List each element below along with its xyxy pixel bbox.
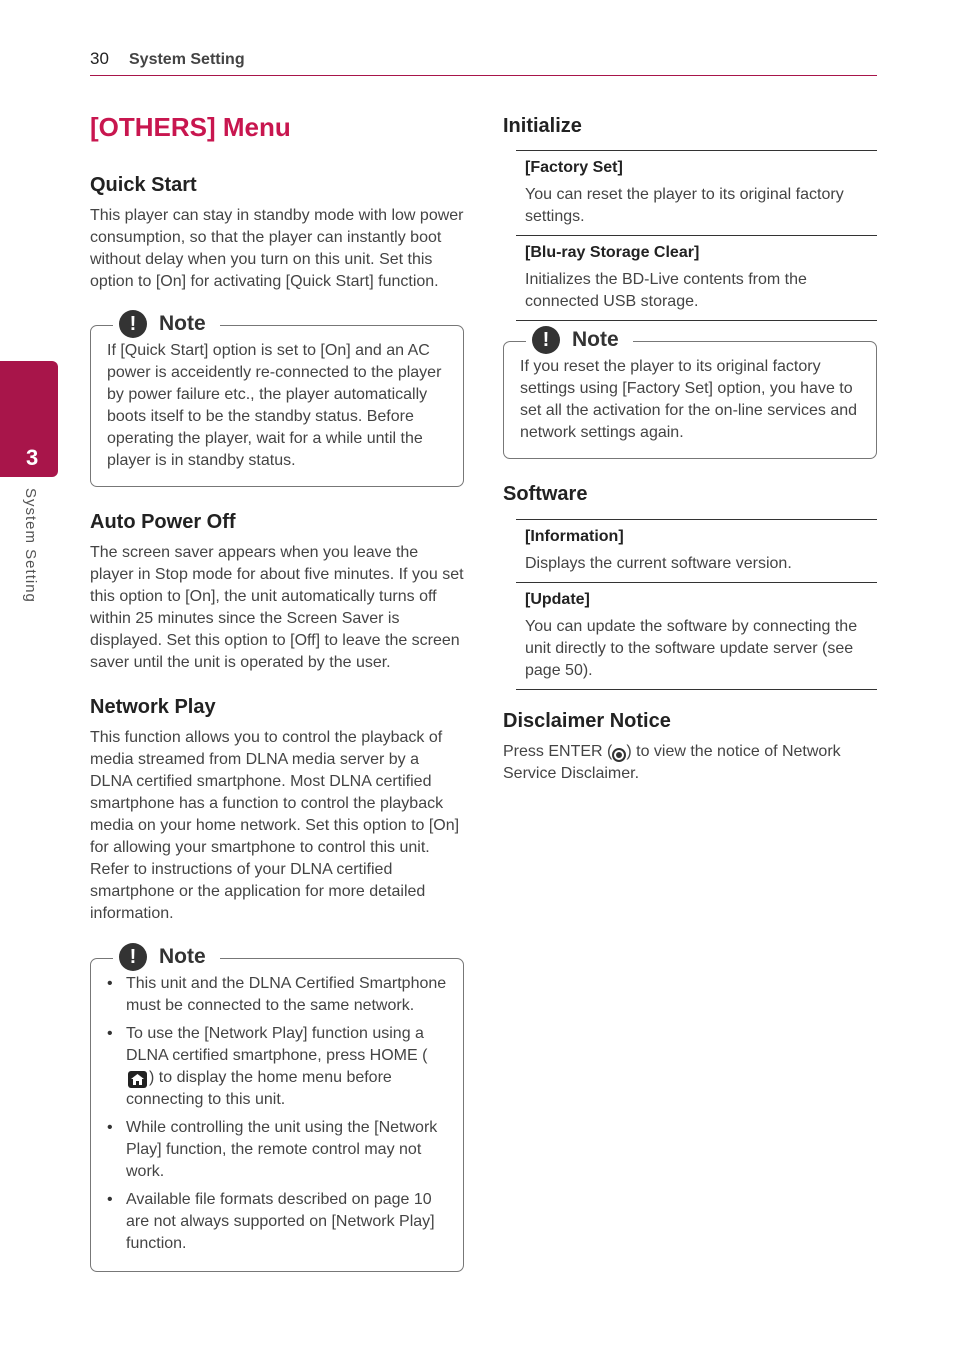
note-list-item: • Available file formats described on page 10 are not always supported on [Network Play] function. [107, 1189, 447, 1255]
note-header [526, 325, 633, 355]
quick-start-heading: Quick Start [90, 174, 197, 196]
note-text: If you reset the player to its original factory settings using [Factory Set] option, you have to set all the activation for the on-line services and network settings again. [520, 358, 858, 441]
note-list-item [107, 1023, 447, 1111]
software-heading: Software [503, 483, 588, 505]
initialize-options [516, 150, 877, 321]
note-item-text: ) to display the home menu before connecting to this unit. [126, 1069, 392, 1108]
disclaimer-heading: Disclaimer Notice [503, 710, 671, 732]
exclamation-icon: ! [119, 943, 147, 971]
option-name: [Update] [525, 591, 590, 608]
auto-power-off-text: The screen saver appears when you leave the player in Stop mode for about five minutes. If you set this option to [On], the unit automatically turns off within 25 minutes since the Screen Saver is displayed. Set this option to [Off] to leave the screen saver until the unit is operated by the user. [90, 544, 464, 671]
disclaimer-text [503, 741, 877, 785]
note-label: Note [159, 312, 206, 335]
page-title: [OTHERS] Menu [90, 112, 291, 142]
option-row [516, 151, 877, 235]
page-number: 30 [90, 49, 109, 68]
exclamation-icon: ! [119, 310, 147, 338]
network-play-note [90, 945, 464, 1272]
note-item-text: To use the [Network Play] function using a DLNA certified smartphone, press HOME ( [126, 1025, 428, 1064]
chapter-number: 3 [26, 445, 39, 470]
option-desc: You can reset the player to its original factory settings. [525, 186, 844, 225]
initialize-note [503, 328, 877, 459]
option-row [516, 520, 877, 582]
disclaimer-text-start: Press ENTER ( [503, 743, 613, 760]
software-options [516, 519, 877, 690]
network-play-heading: Network Play [90, 696, 216, 718]
option-name: [Information] [525, 528, 624, 545]
note-list [107, 973, 447, 1255]
disclaimer-text-end: ) to view the notice of Network Service Disclaimer. [503, 743, 841, 782]
note-header [113, 309, 220, 339]
right-column [503, 110, 877, 785]
home-icon [128, 1071, 147, 1088]
option-name: [Blu-ray Storage Clear] [525, 244, 700, 261]
quick-start-note [90, 312, 464, 487]
note-list-item: • This unit and the DLNA Certified Smartphone must be connected to the same network. [107, 973, 447, 1017]
enter-icon [612, 748, 626, 762]
exclamation-icon: ! [532, 326, 560, 354]
option-desc: You can update the software by connecting the unit directly to the software update server (see page 50). [525, 618, 858, 679]
quick-start-text: This player can stay in standby mode with low power consumption, so that the player can instantly boot without delay when you turn on this unit. Set this option to [On] for activating [Quick Start] function. [90, 207, 464, 290]
note-label: Note [572, 328, 619, 351]
note-list-item: • While controlling the unit using the [Network Play] function, the remote control may not work. [107, 1117, 447, 1183]
auto-power-off-heading: Auto Power Off [90, 511, 236, 533]
note-label: Note [159, 945, 206, 968]
option-desc: Displays the current software version. [525, 555, 792, 572]
chapter-label: System Setting [22, 488, 39, 603]
option-row [516, 235, 877, 320]
initialize-heading: Initialize [503, 115, 582, 137]
network-play-text: This function allows you to control the playback of media streamed from DLNA media server by a DLNA certified smartphone. Most DLNA certified smartphone has a function to control the playback media on your home network. Set this option to [On] for allowing your smartphone to control this unit. Refer to instructions of your DLNA certified smartphone or the application for more detailed information. [90, 729, 460, 922]
note-text: If [Quick Start] option is set to [On] and an AC power is acceidently re-connected to the player by power failure etc., the player automatically boots itself to be the standby status. Before operating the player, wait for a while until the player is in standby status. [107, 342, 442, 469]
left-column [90, 110, 464, 1272]
chapter-tab [0, 361, 58, 477]
header-section-title: System Setting [129, 51, 245, 68]
option-row [516, 582, 877, 689]
note-header [113, 942, 220, 972]
page-header [90, 48, 877, 76]
option-name: [Factory Set] [525, 159, 623, 176]
option-desc: Initializes the BD-Live contents from the connected USB storage. [525, 271, 807, 310]
